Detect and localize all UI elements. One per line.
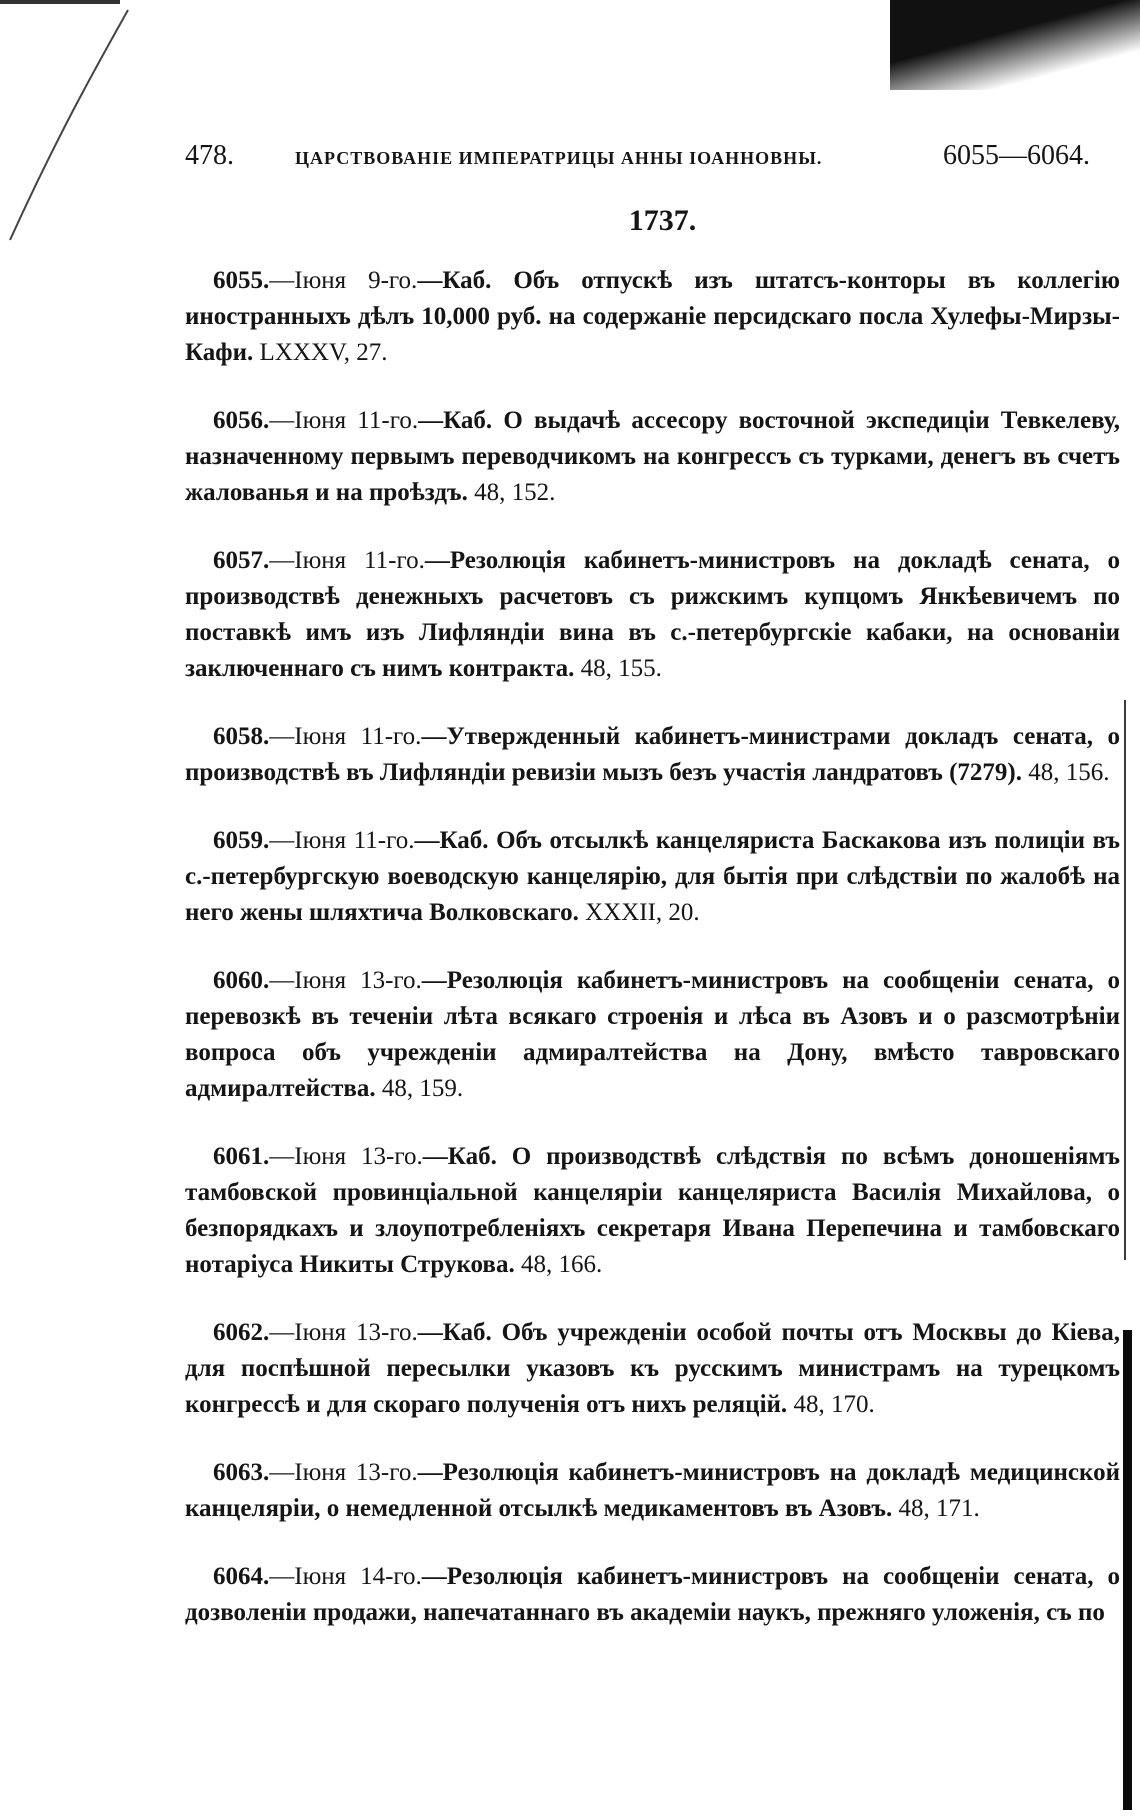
entry-date: —Іюня 11-го.	[269, 547, 425, 574]
entry-date: —Іюня 13-го.	[269, 1459, 418, 1486]
page-number: 478.	[185, 140, 234, 171]
entry-reference: LXXXV, 27.	[259, 339, 388, 366]
entry-date: —Іюня 13-го.	[269, 967, 422, 994]
entry-range: 6055—6064.	[943, 140, 1090, 171]
entry-reference: 48, 159.	[381, 1075, 464, 1102]
entry-number: 6062.	[213, 1319, 270, 1346]
entry-number: 6058.	[213, 723, 270, 750]
entry-text: —Утвержденный кабинетъ-министрами докладъ сената, о производствѣ въ Лифляндіи ревизіи мызъ безъ участія ландратовъ (7279).	[185, 723, 1120, 786]
entry-reference: 48, 171.	[898, 1495, 980, 1522]
entry-text: —Каб. Объ учрежденіи особой почты отъ Москвы до Кіева, для поспѣшной пересылки указовъ къ русскимъ министрамъ на турецкомъ конгрессѣ и для скораго полученія отъ нихъ реляцій.	[185, 1319, 1120, 1418]
book-page	[185, 140, 1120, 1663]
year-heading: 1737.	[628, 204, 697, 237]
entry-number: 6055.	[213, 267, 270, 294]
entry-date: —Іюня 13-го.	[269, 1143, 423, 1170]
entry-number: 6063.	[213, 1459, 270, 1486]
entry-number: 6064.	[213, 1563, 270, 1590]
entry-text: —Каб. О выдачѣ ассесору восточной экспедиціи Тевкелеву, назначенному первымъ переводчикомъ на конгрессъ съ турками, денегъ въ счетъ жалованья и на проѣздъ.	[185, 407, 1120, 506]
scan-edge-line	[1124, 700, 1126, 1260]
entry-date: —Іюня 11-го.	[269, 827, 415, 854]
entry-number: 6061.	[213, 1143, 270, 1170]
entry-reference: 48, 152.	[474, 479, 556, 506]
scan-pencil-line	[0, 0, 140, 260]
scan-shadow-top-right	[890, 0, 1140, 90]
entry-text: —Каб. О производствѣ слѣдствія по всѣмъ доношеніямъ тамбовской провинціальной канцеляріи канцеляриста Василія Михайлова, о безпорядкахъ и злоупотребленіяхъ секретаря Ивана Перепечина и тамбовскаго нотаріуса Никиты Струкова.	[185, 1143, 1120, 1278]
entry-number: 6059.	[213, 827, 270, 854]
running-head	[185, 140, 1120, 184]
entry-reference: 48, 155.	[580, 655, 662, 682]
scan-edge-bar	[1123, 1330, 1132, 1810]
entries-list	[185, 263, 1120, 1631]
entry-paragraph	[185, 719, 1120, 791]
running-title: ЦАРСТВОВАНІЕ ИМПЕРАТРИЦЫ АННЫ ІОАННОВНЫ.	[295, 148, 823, 168]
entry-paragraph	[185, 1455, 1120, 1527]
entry-number: 6056.	[213, 407, 270, 434]
entry-text: —Резолюція кабинетъ-министровъ на докладѣ сената, о производствѣ денежныхъ расчетовъ съ рижскимъ купцомъ Янкѣевичемъ по поставкѣ имъ изъ Лифляндіи вина въ с.-петербургскіе кабаки, на основаніи заключеннаго съ нимъ контракта.	[185, 547, 1120, 682]
entry-reference: XXXII, 20.	[585, 899, 700, 926]
entry-number: 6060.	[213, 967, 270, 994]
entry-reference: 48, 170.	[793, 1391, 875, 1418]
entry-date: —Іюня 11-го.	[269, 723, 422, 750]
entry-number: 6057.	[213, 547, 270, 574]
entry-text: —Резолюція кабинетъ-министровъ на сообщеніи сената, о перевозкѣ въ теченіи лѣта всякаго строенія и лѣса въ Азовъ и о разсмотрѣніи вопроса объ учрежденіи адмиралтейства на Дону, вмѣсто тавровскаго адмиралтейства.	[185, 967, 1120, 1102]
entry-paragraph	[185, 1315, 1120, 1423]
entry-text: —Резолюція кабинетъ-министровъ на докладѣ медицинской канцеляріи, о немедленной отсылкѣ медикаментовъ въ Азовъ.	[185, 1459, 1120, 1522]
entry-paragraph	[185, 1139, 1120, 1283]
entry-reference: 48, 166.	[520, 1251, 603, 1278]
entry-date: —Іюня 14-го.	[269, 1563, 422, 1590]
entry-date: —Іюня 13-го.	[269, 1319, 418, 1346]
entry-date: —Іюня 9-го.	[269, 267, 418, 294]
entry-paragraph	[185, 403, 1120, 511]
entry-reference: 48, 156.	[1028, 759, 1110, 786]
entry-paragraph	[185, 263, 1120, 371]
entry-paragraph	[185, 543, 1120, 687]
entry-paragraph	[185, 823, 1120, 931]
entry-text: —Каб. Объ отсылкѣ канцеляриста Баскакова изъ полиціи въ с.-петербургскую воеводскую канцелярію, для бытія при слѣдствіи по жалобѣ на него жены шляхтича Волковскаго.	[185, 827, 1120, 926]
entry-paragraph	[185, 963, 1120, 1107]
entry-text: —Резолюція кабинетъ-министровъ на сообщеніи сената, о дозволеніи продажи, напечатаннаго въ академіи наукъ, прежняго уложенія, съ по	[185, 1563, 1120, 1626]
entry-text: —Каб. Объ отпускѣ изъ штатсъ-конторы въ коллегію иностранныхъ дѣлъ 10,000 руб. на содержаніе персидскаго посла Хулефы-Мирзы-Кафи.	[185, 267, 1120, 366]
entry-date: —Іюня 11-го.	[269, 407, 419, 434]
entry-paragraph	[185, 1559, 1120, 1631]
